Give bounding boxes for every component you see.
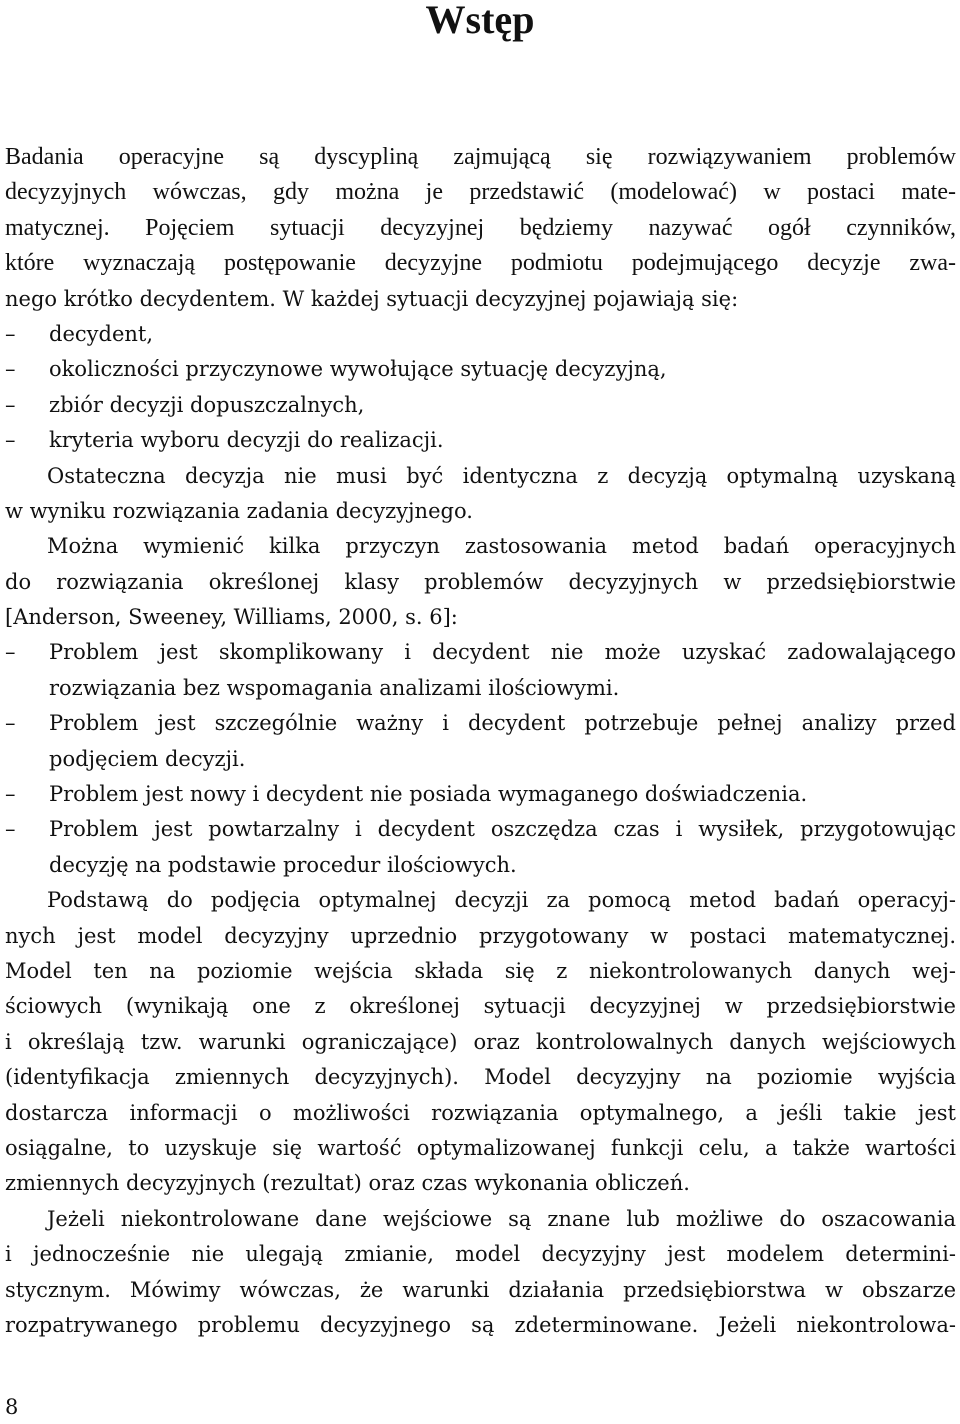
text-line: Jeżeli niekontrolowane dane wejściowe są znane lub możliwe do oszacowania bbox=[47, 1206, 956, 1231]
list-item-text: Problem jest powtarzalny i decydent oszczędza czas i wysiłek, przygotowując bbox=[49, 817, 956, 842]
text-line: (identyfikacja zmiennych decyzyjnych). Model decyzyjny na poziomie wyjścia bbox=[5, 1065, 956, 1090]
dash-bullet: – bbox=[5, 392, 16, 417]
list-item bbox=[5, 388, 956, 423]
dash-bullet: – bbox=[5, 782, 16, 807]
list-item-continuation: podjęciem decyzji. bbox=[49, 746, 246, 771]
text-line: nego krótko decydentem. W każdej sytuacji decyzyjnej pojawiają się: bbox=[5, 286, 739, 311]
body-text bbox=[5, 140, 956, 1343]
list-item-text: Problem jest szczególnie ważny i decydent potrzebuje pełnej analizy przed bbox=[49, 711, 956, 736]
text-line: które wyznaczają postępowanie decyzyjne podmiotu podejmującego decyzje zwa- bbox=[5, 250, 956, 277]
text-line: i określają tzw. warunki ograniczające) oraz kontrolowalnych danych wejściowych bbox=[5, 1029, 956, 1054]
text-line: i jednocześnie nie ulegają zmianie, model decyzyjny jest modelem determini- bbox=[5, 1242, 956, 1267]
text-line: zmiennych decyzyjnych (rezultat) oraz czas wykonania obliczeń. bbox=[5, 1171, 690, 1196]
text-line: osiągalne, to uzyskuje się wartość optymalizowanej funkcji celu, a także wartości bbox=[5, 1135, 956, 1160]
dash-bullet: – bbox=[5, 711, 16, 736]
text-line: Podstawą do podjęcia optymalnej decyzji za pomocą metod badań operacyj- bbox=[47, 888, 956, 913]
list-item-continuation: rozwiązania bez wspomagania analizami ilościowymi. bbox=[49, 675, 620, 700]
list-item bbox=[5, 706, 956, 741]
dash-bullet: – bbox=[5, 817, 16, 842]
text-line: Badania operacyjne są dyscypliną zajmującą się rozwiązywaniem problemów bbox=[5, 144, 956, 170]
list-item-text: Problem jest nowy i decydent nie posiada wymaganego doświadczenia. bbox=[49, 782, 808, 807]
list-item bbox=[5, 635, 956, 670]
list-item-text: okoliczności przyczynowe wywołujące sytuację decyzyjną, bbox=[49, 357, 667, 382]
text-line: Ostateczna decyzja nie musi być identyczna z decyzją optymalną uzyskaną bbox=[47, 463, 956, 488]
dash-bullet: – bbox=[5, 357, 16, 382]
text-line: Można wymienić kilka przyczyn zastosowania metod badań operacyjnych bbox=[47, 534, 956, 559]
text-line: ściowych (wynikają one z określonej sytuacji decyzyjnej w przedsiębiorstwie bbox=[5, 994, 956, 1019]
dash-bullet: – bbox=[5, 640, 16, 665]
text-line: stycznym. Mówimy wówczas, że warunki działania przedsiębiorstwa w obszarze bbox=[5, 1277, 956, 1302]
text-line: matycznej. Pojęciem sytuacji decyzyjnej będziemy nazywać ogół czynników, bbox=[5, 214, 956, 241]
list-item-continuation: decyzję na podstawie procedur ilościowych. bbox=[49, 852, 517, 877]
text-line: rozpatrywanego problemu decyzyjnego są zdeterminowane. Jeżeli niekontrolowa- bbox=[5, 1312, 956, 1337]
text-line: [Anderson, Sweeney, Williams, 2000, s. 6]: bbox=[5, 605, 458, 630]
list-item bbox=[5, 812, 956, 847]
dash-bullet: – bbox=[5, 321, 16, 346]
dash-bullet: – bbox=[5, 428, 16, 453]
list-item bbox=[5, 317, 956, 352]
page-number: 8 bbox=[5, 1395, 19, 1419]
list-item bbox=[5, 777, 956, 812]
list-item-text: zbiór decyzji dopuszczalnych, bbox=[49, 392, 365, 417]
page-title: Wstęp bbox=[425, 0, 535, 42]
text-line: Model ten na poziomie wejścia składa się z niekontrolowanych danych wej- bbox=[5, 958, 956, 983]
list-item-text: Problem jest skomplikowany i decydent nie może uzyskać zadowalającego bbox=[49, 640, 956, 665]
list-item-text: kryteria wyboru decyzji do realizacji. bbox=[49, 428, 444, 453]
list-item bbox=[5, 352, 956, 387]
text-line: dostarcza informacji o możliwości rozwiązania optymalnego, a jeśli takie jest bbox=[5, 1100, 956, 1125]
text-line: w wyniku rozwiązania zadania decyzyjnego. bbox=[5, 498, 473, 523]
text-line: decyzyjnych wówczas, gdy można je przedstawić (modelować) w postaci mate- bbox=[5, 179, 956, 206]
list-item bbox=[5, 423, 956, 458]
text-line: nych jest model decyzyjny uprzednio przygotowany w postaci matematycznej. bbox=[5, 923, 956, 948]
text-line: do rozwiązania określonej klasy problemów decyzyjnych w przedsiębiorstwie bbox=[5, 569, 956, 594]
list-item-text: decydent, bbox=[49, 321, 154, 346]
